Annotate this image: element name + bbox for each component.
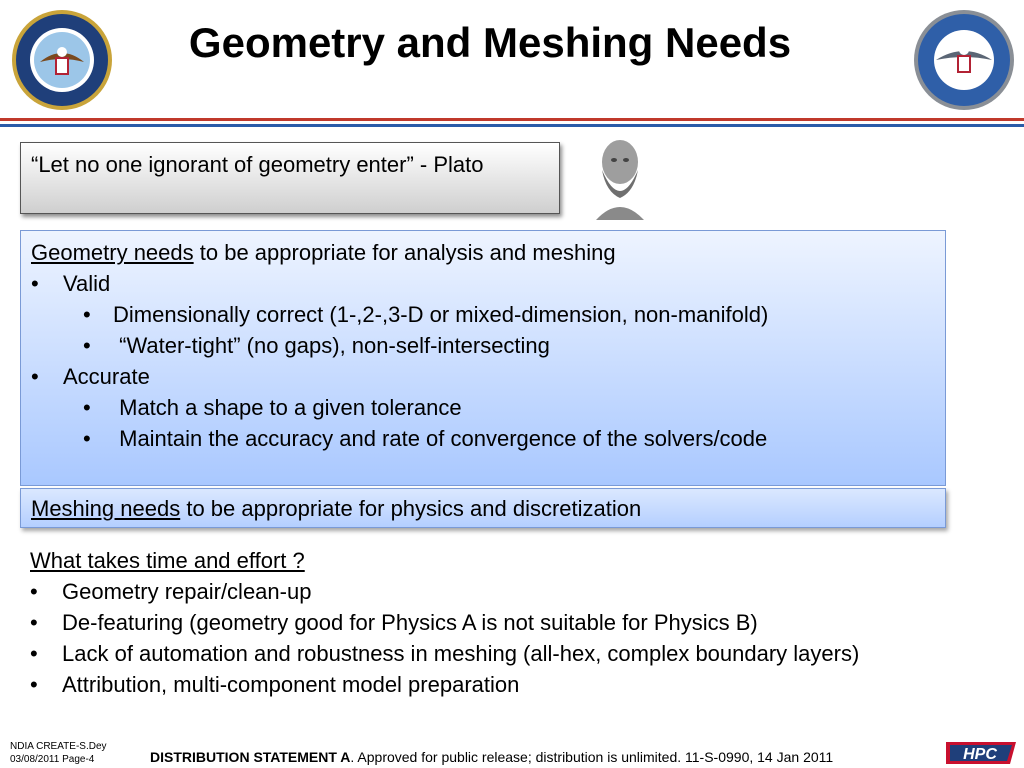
- distribution-statement: DISTRIBUTION STATEMENT A. Approved for public release; distribution is unlimited. 11-S-0990, 14 Jan 2011: [150, 749, 834, 765]
- list-item: • Accurate: [31, 361, 935, 392]
- quote-box: [20, 142, 560, 214]
- bullet-icon: •: [31, 364, 39, 389]
- footer-date-page: 03/08/2011 Page-4: [10, 754, 95, 765]
- meshing-heading-underlined: Meshing needs: [31, 496, 181, 521]
- effort-list: [30, 545, 930, 700]
- asd-re-seal-icon: [912, 8, 1016, 112]
- list-item: • Maintain the accuracy and rate of convergence of the solvers/code: [31, 423, 935, 454]
- page-title: Geometry and Meshing Needs: [188, 19, 792, 66]
- bullet-icon: •: [83, 333, 91, 358]
- bullet-icon: •: [83, 395, 91, 420]
- bullet-icon: •: [31, 271, 39, 296]
- meshing-heading-rest: to be appropriate for physics and discretization: [180, 496, 642, 521]
- footer-left: [10, 740, 107, 766]
- quote-text: “Let no one ignorant of geometry enter” - Plato: [31, 152, 484, 177]
- bullet-icon: •: [30, 641, 38, 666]
- footer-author: NDIA CREATE-S.Dey: [10, 741, 107, 752]
- header-rule-red: [0, 118, 1024, 121]
- geometry-heading: Geometry needs to be appropriate for analysis and meshing: [31, 240, 616, 265]
- header-rule-blue: [0, 124, 1024, 127]
- dod-seal-icon: [10, 8, 114, 112]
- plato-bust-icon: [588, 132, 652, 220]
- list-item: • Valid: [31, 268, 935, 299]
- hpc-logo-text: HPC: [963, 746, 997, 763]
- bullet-icon: •: [83, 302, 91, 327]
- list-item: • Geometry repair/clean-up: [30, 576, 930, 607]
- list-item: • Dimensionally correct (1-,2-,3-D or mixed-dimension, non-manifold): [31, 299, 935, 330]
- effort-heading: What takes time and effort ?: [30, 548, 305, 573]
- hpc-logo-icon: [944, 740, 1018, 766]
- list-item: • De-featuring (geometry good for Physics A is not suitable for Physics B): [30, 607, 930, 638]
- list-item: • “Water-tight” (no gaps), non-self-intersecting: [31, 330, 935, 361]
- list-item: • Lack of automation and robustness in meshing (all-hex, complex boundary layers): [30, 638, 930, 669]
- list-item: • Match a shape to a given tolerance: [31, 392, 935, 423]
- bullet-icon: •: [83, 426, 91, 451]
- meshing-needs-box: [20, 488, 946, 528]
- geometry-needs-box: [20, 230, 946, 486]
- bullet-icon: •: [30, 672, 38, 697]
- bullet-icon: •: [30, 610, 38, 635]
- list-item: • Attribution, multi-component model preparation: [30, 669, 930, 700]
- bullet-icon: •: [30, 579, 38, 604]
